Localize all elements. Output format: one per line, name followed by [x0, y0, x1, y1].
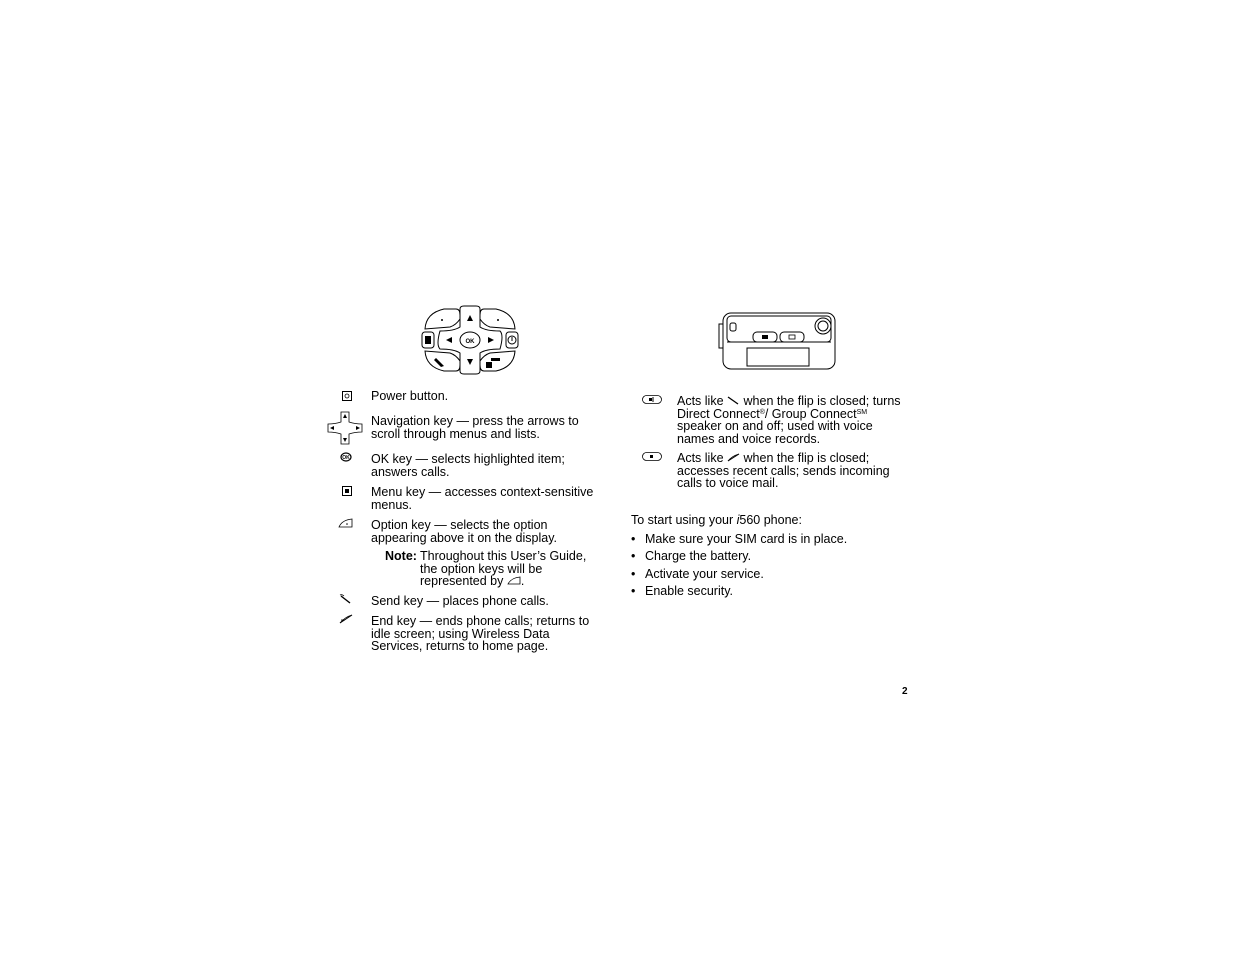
bullet-activate: Activate your service. [645, 567, 764, 581]
option-key-text: Option key — selects the option appearing above it on the display. [371, 518, 558, 545]
recent-text-a: Acts like [677, 451, 724, 465]
recent-calls-text [677, 452, 902, 490]
bullet-battery: Charge the battery. [645, 549, 752, 563]
bullet-dot: • [631, 549, 636, 563]
note-label: Note: [385, 549, 417, 563]
recent-text-b: when the flip is closed; accesses recent calls; sends incoming calls to voice mail. [677, 451, 890, 490]
service-mark: SM [856, 408, 868, 416]
keypad-illustration [420, 305, 520, 375]
speaker-text-a: Acts like [677, 394, 724, 408]
power-icon [342, 391, 352, 401]
recent-calls-key-icon [642, 452, 662, 461]
speaker-key-icon [642, 395, 662, 404]
bullet-dot: • [631, 567, 636, 581]
menu-key-text: Menu key — accesses context-sensitive menus. [371, 485, 594, 512]
send-key-text: Send key — places phone calls. [371, 594, 549, 608]
end-key-text: End key — ends phone calls; returns to idle screen; using Wireless Data Services, returns to home page. [371, 614, 590, 653]
speaker-key-text [677, 395, 907, 445]
note-text-a: Throughout this User’s Guide, the option keys will be represented by [420, 549, 587, 588]
phone-closed-illustration [717, 310, 841, 372]
ok-key-icon [340, 452, 352, 462]
navigation-key-icon [327, 411, 363, 445]
registered-mark: ® [759, 408, 765, 416]
end-key-inline-icon [727, 453, 740, 462]
option-key-icon [338, 518, 353, 528]
speaker-text-d: speaker on and off; used with voice names and voice records. [677, 419, 873, 446]
bullet-security: Enable security. [645, 584, 734, 598]
intro-model-i: i [736, 513, 740, 527]
end-key-icon [339, 614, 353, 624]
intro-text [631, 514, 891, 527]
navigation-key-text: Navigation key — press the arrows to scroll through menus and lists. [371, 414, 579, 441]
page-number: 2 [902, 686, 908, 697]
note-text-b: . [520, 574, 525, 588]
intro-text-b: 560 phone: [739, 513, 802, 527]
power-text: Power button. [371, 389, 449, 403]
bullet-dot: • [631, 584, 636, 598]
bullet-sim: Make sure your SIM card is in place. [645, 532, 848, 546]
send-key-icon [339, 594, 353, 604]
speaker-text-b: when the flip is closed; turns Direct Connect [677, 394, 901, 421]
option-key-inline-icon [507, 576, 521, 585]
speaker-text-c: / Group Connect [764, 406, 857, 421]
ok-key-text: OK key — selects highlighted item; answers calls. [371, 452, 565, 479]
send-key-inline-icon [727, 396, 740, 405]
svg-text:OK: OK [342, 455, 350, 461]
menu-key-icon [342, 486, 352, 496]
note-text [420, 550, 592, 588]
ok-label: OK [465, 339, 475, 345]
intro-text-a: To start using your [631, 513, 737, 527]
bullet-dot: • [631, 532, 636, 546]
